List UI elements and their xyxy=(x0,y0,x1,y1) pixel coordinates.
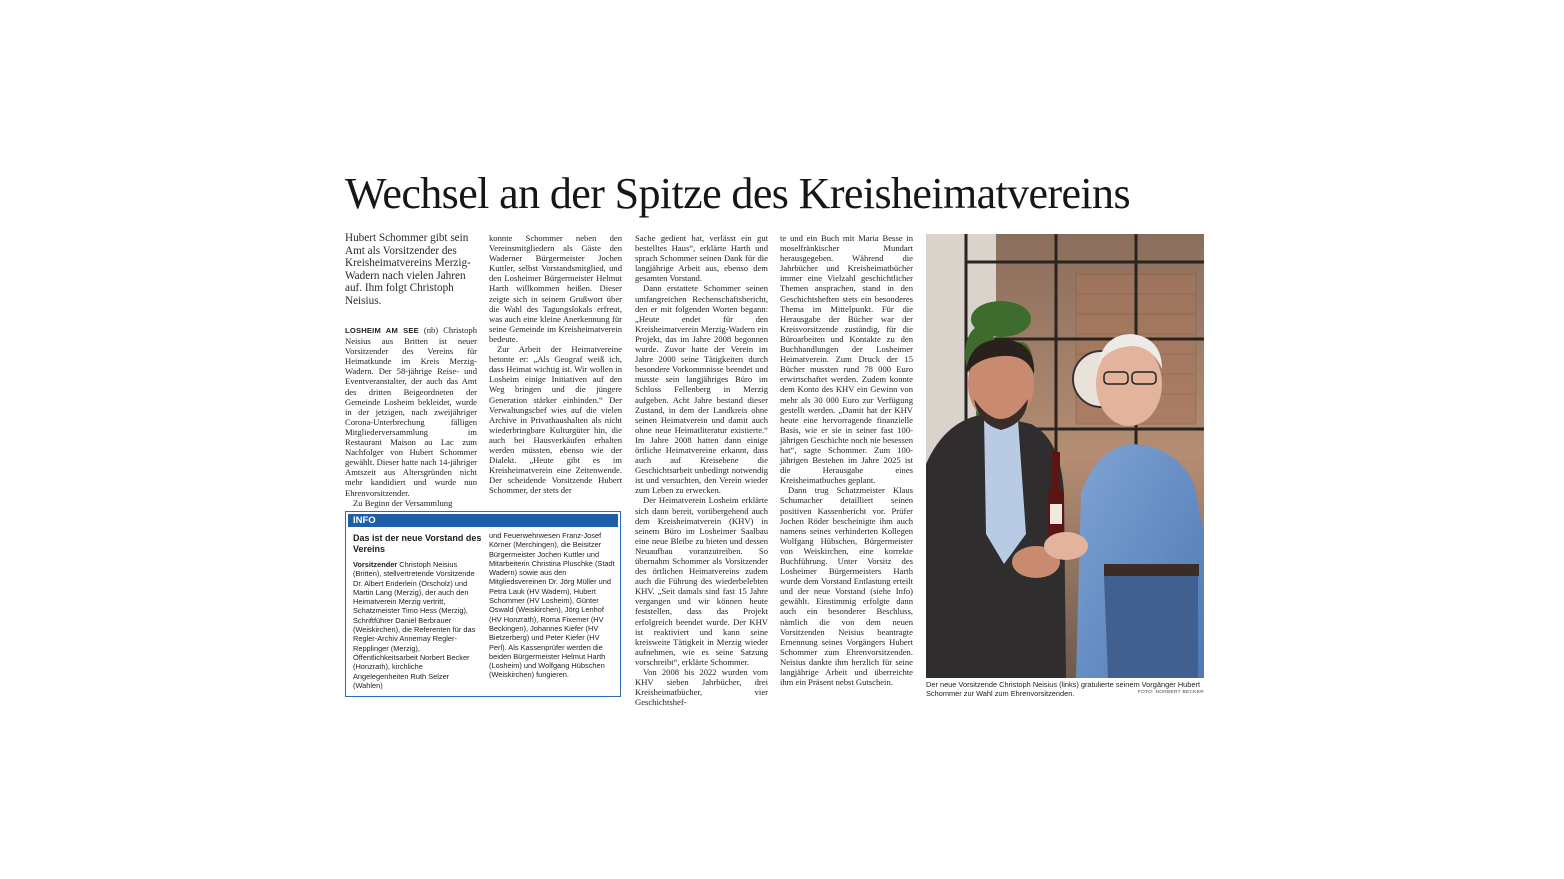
photo-credit: FOTO: NORBERT BECKER xyxy=(1137,690,1204,695)
paragraph: Der Heimatverein Losheim erklärte sich dann bereit, vorübergehend auch dem Kreisheimatverein (KHV) in seinem Büro im Losheimer Saalbau eine neue Bleibe zu bieten und dessen Neuaufbau voranzutreiben. So übernahm Schommer als Vorsitzender des örtlichen Heimatvereins zudem auch die Führung des wiederbelebten KHV. „Seit damals sind fast 15 Jahre vergangen und wir können heute feststellen, dass das Projekt erfolgreich beendet wurde. Der KHV ist reaktiviert und kann seine kreisweite Tätigkeit in Merzig wieder aufnehmen, wie es seine Satzung vorschreibt“, erklärte Schommer. xyxy=(635,495,768,667)
info-lead: Vorsitzender xyxy=(353,560,398,569)
info-text: Christoph Neisius (Britten), stellvertretende Vorsitzende Dr. Albert Enderlein (Orscholz) und Martin Lang (Merzig), der auch den Heimatverein Merzig vertritt, Schatzmeister Timo Hess (Merzig), Schriftführer Daniel Berbrauer (Weiskirchen), die Referenten für das Regler-Archiv Annemay Regler-Repplinger (Merzig), Öffentlichkeitsarbeit Norbert Becker (Honzrath), kirchliche Angelegenheiten Ruth Selzer (Wahlen) xyxy=(353,560,476,690)
photo-caption: Der neue Vorsitzende Christoph Neisius (links) gratulierte seinem Vorgänger Hubert Schommer zur Wahl zum Ehrenvorsitzenden. xyxy=(926,680,1200,699)
headline: Wechsel an der Spitze des Kreisheimatvereins xyxy=(345,169,1130,218)
paragraph: Dann trug Schatzmeister Klaus Schumacher detailliert seinen positiven Kassenbericht vor. Prüfer Jochen Röder bescheinigte ihm auch namens seines verhinderten Kollegen Wolfgang Hübschen, Bürgermeister von Weiskirchen, eine korrekte Buchführung. Unter Vorsitz des Losheimer Bürgermeisters Harth wurde dem Vorstand Entlastung erteilt und der neue Vorstand (siehe Info) gewählt. Einstimmig erfolgte dann auch ein besonderer Beschluss, nämlich die von dem neuen Vorsitzenden Neisius beantragte Ernennung seines Vorgängers Hubert Schommer zum Ehrenvorsitzenden. Neisius dankte ihm herzlich für seine langjährige Arbeit und überreichte ihm ein Präsent nebst Gutschein. xyxy=(780,485,913,688)
info-text-right: und Feuerwehrwesen Franz-Josef Körner (Merchingen), die Beisitzer Bürgermeister Jochen Kuttler und Mitarbeiterin Christina Pluschke (Stadt Wadern) sowie aus den Mitgliedsvereinen Dr. Jörg Müller und Petra Lauk (HV Wadern), Hubert Schommer (HV Losheim), Günter Oswald (Weiskirchen), Jörg Lenhof (HV Honzrath), Roma Fixemer (HV Beckingen), Johannes Kiefer (HV Bietzerberg) und Peter Kiefer (HV Perl). Als Kassenprüfer werden die beiden Bürgermeister Helmut Harth (Losheim) und Wolfgang Hübschen (Weiskirchen) fungieren. xyxy=(489,531,615,680)
article-column-3 xyxy=(635,233,768,707)
paragraph: Sache gedient hat, verlässt ein gut bestelltes Haus“, erklärte Harth und sprach Schommer seinen Dank für die langjährige Arbeit aus, ebenso dem gesamten Vorstand. xyxy=(635,233,768,284)
info-label: INFO xyxy=(348,514,618,527)
article-column-4 xyxy=(780,233,913,687)
paragraph: Zur Arbeit der Heimatvereine betonte er: „Als Geograf weiß ich, dass Heimat wichtig ist. Wir wollen in Losheim einige Initiativen auf den Weg bringen und die jüngere Generation stärker einbinden.“ Der Verwaltungschef wies auf die vielen Archive in Privathaushalten als nicht wiederbringbare Kulturgüter hin, die auch bei Hausverkäufen erhalten werden müssten, ebenso wie der Dialekt. „Heute gibt es im Kreisheimatverein eine Zeitenwende. Der scheidende Vorsitzende Hubert Schommer, der stets der xyxy=(489,344,622,496)
dateline: LOSHEIM AM SEE xyxy=(345,326,419,335)
article-column-1 xyxy=(345,325,477,508)
paragraph xyxy=(345,325,477,498)
paragraph: te und ein Buch mit Maria Besse in moselfränkischer Mundart herausgegeben. Während die Jahrbücher und Kreisheimatbücher immer eine Vielzahl geschichtlicher Themen ansprachen, stand in den Geschichtsheften stets ein besonderes Thema im Mittelpunkt. Für die Herausgabe der Bücher war der Kreisvorsitzende zuständig, für die Büroarbeiten und Kontakte zu den Buchhandlungen der Losheimer Heimatverein. Zum Druck der 15 Bücher mussten rund 78 000 Euro erwirtschaftet werden. Zudem konnte dem Konto des KHV ein Gewinn von mehr als 30 000 Euro zur Verfügung gestellt werden. „Damit hat der KHV heute eine hervorragende finanzielle Basis, wie er sie in seiner fast 100-jährigen Geschichte noch nie besessen hat“, sagte Schommer. Zum 100-jährigen Bestehen im Jahre 2025 ist die Herausgabe eines Kreisheimatbuches geplant. xyxy=(780,233,913,486)
paragraph: konnte Schommer neben den Vereinsmitgliedern als Gäste den Waderner Bürgermeister Jochen Kuttler, selbst Vorstandsmitglied, und den Losheimer Bürgermeister Helmut Harth willkommen heißen. Dieser zeigte sich in seinem Grußwort über die Wahl des Tagungslokals erfreut, was auch eine kleine Anerkennung für seine Gemeinde im Kreisheimatverein bedeute. xyxy=(489,233,622,344)
intro-teaser: Hubert Schommer gibt sein Amt als Vorsitzender des Kreisheimatvereins Merzig-Wadern nach vielen Jahren auf. Ihm folgt Christoph Neisius. xyxy=(345,232,471,307)
article-photo xyxy=(926,234,1204,678)
paragraph: Zu Beginn der Versammlung xyxy=(353,497,453,508)
info-title: Das ist der neue Vorstand des Vereins xyxy=(353,533,482,554)
info-box xyxy=(345,511,621,697)
paragraph: Von 2008 bis 2022 wurden vom KHV sieben Jahrbücher, drei Kreisheimatbücher, vier Geschichtshef- xyxy=(635,667,768,708)
paragraph-text: (nb) Christoph Neisius aus Britten ist neuer Vorsitzender des Vereins für Heimatkunde im Kreis Merzig-Wadern. Der 58-jährige Reise- und Eventveranstalter, der auch das Amt des dritten Beigeordneten der Gemeinde Losheim bekleidet, wurde in der jetzigen, nach zweijähriger Corona-Unterbrechung fälligen Mitgliederversammlung im Restaurant Maison au Lac zum Nachfolger von Hubert Schommer gewählt. Dieser hatte nach 14-jähriger Amtszeit aus Altersgründen nicht mehr kandidiert und wurde nun Ehrenvorsitzender. xyxy=(345,325,478,498)
info-text-left xyxy=(353,560,479,690)
paragraph: Dann erstattete Schommer seinen umfangreichen Rechenschaftsbericht, den er mit folgenden Worten begann: „Heute endet für den Kreisheimatverein Merzig-Wadern ein Projekt, das im Jahre 2008 begonnen wurde. Zuvor hatte der Verein im Jahre 2000 seine Tätigkeiten durch besondere Vorkommnisse beendet und musste sein langjähriges Büro im Schloss Fellenberg in Merzig aufgeben. Acht Jahre bestand dieser Zustand, in dem der Landkreis ohne seinen Heimatverein und damit auch ohne neue Heimatliteratur existierte.“ Im Jahre 2008 hatten dann einige örtliche Heimatvereine erkannt, dass auch auf Kreisebene die Geschichtsarbeit unbedingt notwendig ist und versuchten, den Verein wieder zum Leben zu erwecken. xyxy=(635,283,768,496)
article-column-2 xyxy=(489,233,622,495)
